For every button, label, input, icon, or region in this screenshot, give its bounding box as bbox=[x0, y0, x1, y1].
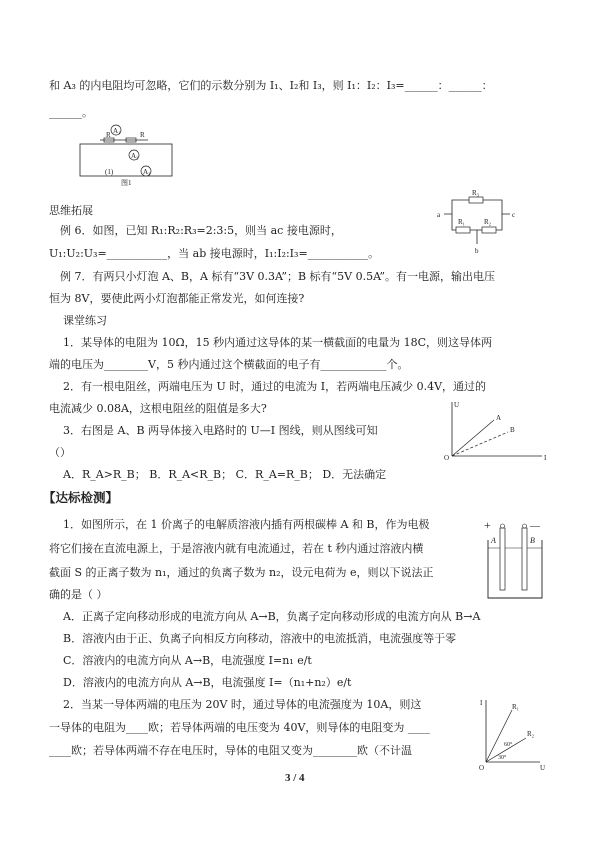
svg-text:—: — bbox=[530, 521, 540, 532]
section-heading-check: 【达标检测】 bbox=[43, 490, 119, 505]
svg-text:B: B bbox=[530, 536, 535, 545]
text-line: 恒为 8V，要使此两小灯泡都能正常发光，如何连接? bbox=[49, 292, 305, 305]
text-line: 2．当某一导体两端的电压为 20V 时，通过导体的电流强度为 10A，则这 bbox=[63, 698, 422, 711]
text-line: （） bbox=[49, 446, 71, 459]
text-line: 和 A₃ 的内电阻均可忽略，它们的示数分别为 I₁、I₂和 I₃，则 I₁：I₂：I₃=______：______： bbox=[49, 79, 493, 92]
electrolysis-diagram bbox=[480, 518, 550, 600]
text-line: 例 6．如图，已知 R₁:R₂:R₃=2:3:5，则当 ac 接电源时， bbox=[60, 224, 342, 237]
svg-text:60°: 60° bbox=[504, 742, 513, 748]
svg-text:c: c bbox=[512, 211, 516, 219]
text-line: 2．有一根电阻丝，两端电压为 U 时，通过的电流为 I，若两端电压减少 0.4V，通过的 bbox=[63, 380, 487, 393]
svg-text:B: B bbox=[510, 426, 515, 434]
svg-text:+: + bbox=[484, 518, 491, 532]
svg-text:A: A bbox=[491, 536, 496, 545]
text-line: ______。 bbox=[49, 106, 93, 119]
text-line: 1．如图所示，在 1 价离子的电解质溶液内插有两根碳棒 A 和 B，作为电极 bbox=[63, 518, 430, 531]
text-line: ____欧；若导体两端不存在电压时，导体的电阻又变为________欧（不计温 bbox=[49, 744, 412, 757]
svg-text:I: I bbox=[480, 699, 483, 707]
circuit-diagram-1 bbox=[76, 124, 186, 186]
svg-text:I: I bbox=[544, 454, 547, 462]
ir-graph bbox=[478, 696, 548, 774]
svg-text:R₂: R₂ bbox=[527, 730, 535, 738]
text-line: 3．右图是 A、B 两导体接入电路时的 U—I 图线，则从图线可知 bbox=[63, 424, 378, 437]
svg-text:A₂: A₂ bbox=[131, 152, 139, 160]
text-line: 一导体的电阻为____欧；若导体两端的电压变为 40V，则导体的电阻变为 ____ bbox=[49, 721, 430, 734]
svg-text:A₁: A₁ bbox=[113, 127, 121, 135]
option-b: B．溶液内由于正、负离子向相反方向移动，溶液中的电流抵消，电流强度等于零 bbox=[63, 632, 457, 645]
options-line: A．R_A>R_B； B．R_A<R_B； C．R_A=R_B； D．无法确定 bbox=[63, 468, 387, 481]
option-c: C．溶液内的电流方向从 A→B，电流强度 I=n₁ e/t bbox=[63, 654, 312, 667]
svg-text:U: U bbox=[540, 764, 546, 772]
svg-text:O: O bbox=[444, 454, 450, 462]
ui-graph bbox=[442, 398, 552, 466]
option-d: D．溶液内的电流方向从 A→B，电流强度 I=（n₁+n₂）e/t bbox=[63, 676, 352, 689]
text-line: 例 7．有两只小灯泡 A、B，A 标有“3V 0.3A”；B 标有“5V 0.5A”。有一电源，输出电压 bbox=[60, 270, 496, 283]
text-line: 1．某导体的电阻为 10Ω，15 秒内通过这导体的某一横截面的电量为 18C，则这导体两 bbox=[63, 336, 493, 349]
svg-text:a: a bbox=[437, 211, 441, 219]
text-line: 截面 S 的正离子数为 n₁，通过的负离子数为 n₂，设元电荷为 e，则以下说法正 bbox=[49, 566, 434, 579]
svg-text:A: A bbox=[496, 414, 502, 422]
svg-text:图1: 图1 bbox=[121, 179, 132, 186]
svg-text:R₃: R₃ bbox=[472, 190, 480, 197]
svg-text:R: R bbox=[106, 131, 111, 139]
svg-text:U: U bbox=[454, 401, 460, 409]
section-heading: 课堂练习 bbox=[63, 314, 107, 327]
section-heading: 思维拓展 bbox=[49, 204, 93, 217]
circuit-diagram-2 bbox=[432, 190, 522, 256]
text-line: 确的是（ ） bbox=[49, 588, 108, 601]
text-line: U₁:U₂:U₃=___________，当 ab 接电源时，I₁:I₂:I₃=___________。 bbox=[49, 247, 380, 260]
svg-text:R: R bbox=[140, 131, 145, 139]
svg-text:R₁: R₁ bbox=[512, 703, 520, 711]
svg-text:(1): (1) bbox=[105, 168, 114, 176]
svg-text:b: b bbox=[475, 247, 479, 255]
svg-text:30°: 30° bbox=[498, 755, 507, 761]
option-a: A．正离子定向移动形成的电流方向从 A→B，负离子定向移动形成的电流方向从 B→A bbox=[63, 610, 481, 623]
text-line: 端的电压为________V，5 秒内通过这个横截面的电子有____________个。 bbox=[49, 358, 409, 371]
text-line: 将它们接在直流电源上，于是溶液内就有电流通过，若在 t 秒内通过溶液内横 bbox=[49, 542, 424, 555]
svg-text:R₁: R₁ bbox=[458, 218, 466, 226]
svg-text:R₂: R₂ bbox=[484, 218, 492, 226]
text-line: 电流减少 0.08A，这根电阻丝的阻值是多大? bbox=[49, 402, 267, 415]
page-number: 3 / 4 bbox=[285, 772, 305, 784]
svg-text:O: O bbox=[479, 764, 485, 772]
svg-text:A₃: A₃ bbox=[143, 168, 151, 176]
